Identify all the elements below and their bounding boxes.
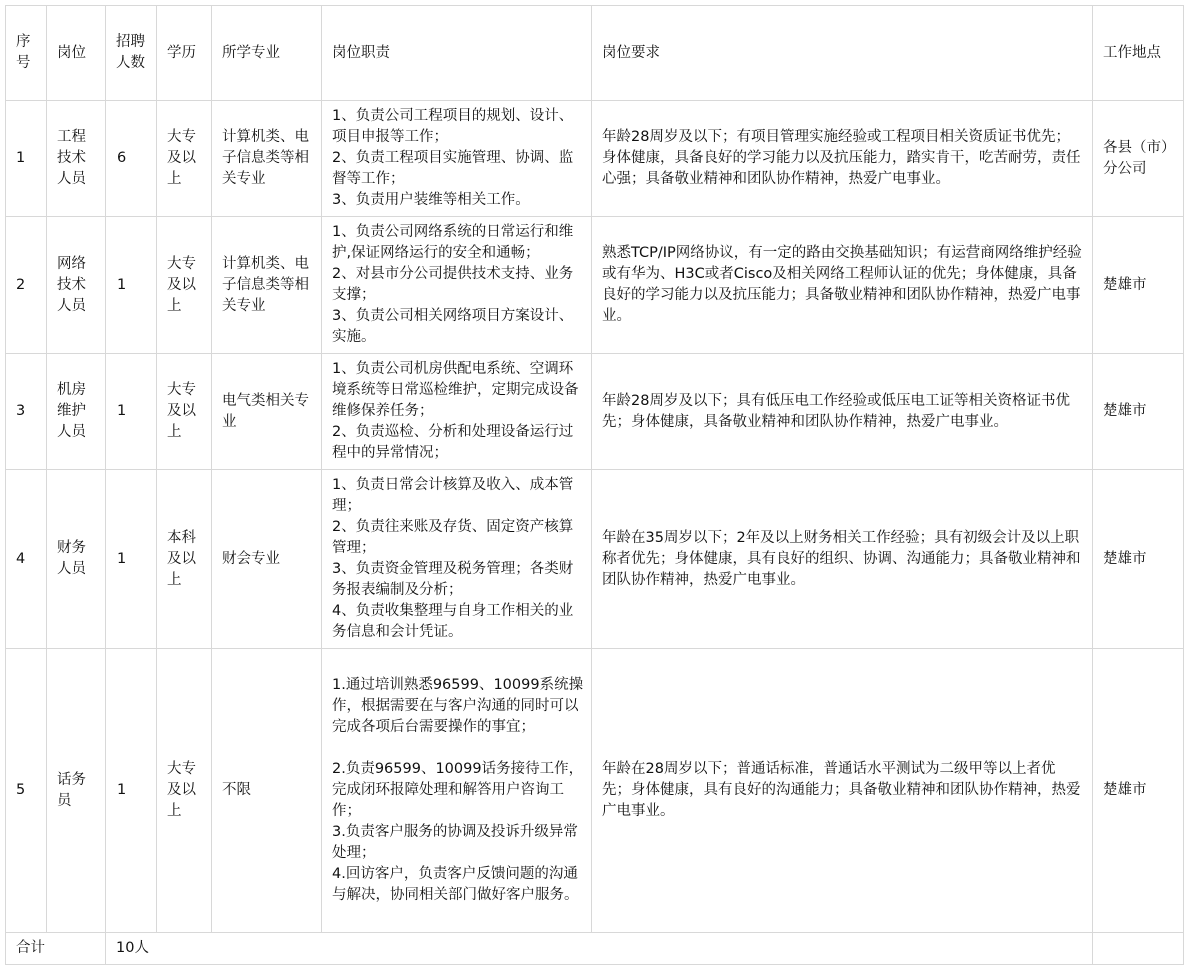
row-location: 楚雄市 bbox=[1093, 649, 1184, 933]
row-location: 楚雄市 bbox=[1093, 217, 1184, 354]
row-education: 大专及以上 bbox=[157, 217, 212, 354]
header-count: 招聘人数 bbox=[106, 6, 157, 101]
recruitment-table bbox=[5, 5, 1184, 965]
header-position: 岗位 bbox=[47, 6, 106, 101]
row-position: 网络技术人员 bbox=[47, 217, 106, 354]
row-duties: 1、负责公司工程项目的规划、设计、项目申报等工作； 2、负责工程项目实施管理、协调、监督等工作； 3、负责用户装维等相关工作。 bbox=[322, 101, 592, 217]
row-duties: 1.通过培训熟悉96599、10099系统操作，根据需要在与客户沟通的同时可以完成各项后台需要操作的事宜； 2.负责96599、10099话务接待工作，完成闭环报障处理和解答用户咨询工作； 3.负责客户服务的协调及投诉升级异常处理； 4.回访客户，负责客户反馈问题的沟通与解决，协同相关部门做好客户服务。 bbox=[322, 649, 592, 933]
total-empty-cell bbox=[1093, 933, 1184, 965]
table-row bbox=[6, 101, 1184, 217]
row-index: 3 bbox=[6, 354, 47, 470]
row-education: 大专及以上 bbox=[157, 101, 212, 217]
row-index: 4 bbox=[6, 470, 47, 649]
row-index: 5 bbox=[6, 649, 47, 933]
row-count: 1 bbox=[106, 649, 157, 933]
row-major: 财会专业 bbox=[212, 470, 322, 649]
row-education: 本科及以上 bbox=[157, 470, 212, 649]
row-requirements: 年龄在28周岁以下；普通话标准，普通话水平测试为二级甲等以上者优先；身体健康，具有良好的沟通能力；具备敬业精神和团队协作精神，热爱广电事业。 bbox=[592, 649, 1093, 933]
table-row bbox=[6, 649, 1184, 933]
row-count: 1 bbox=[106, 354, 157, 470]
row-major: 计算机类、电子信息类等相关专业 bbox=[212, 101, 322, 217]
table-total-row bbox=[6, 933, 1184, 965]
row-index: 2 bbox=[6, 217, 47, 354]
row-major: 不限 bbox=[212, 649, 322, 933]
row-index: 1 bbox=[6, 101, 47, 217]
row-requirements: 年龄在35周岁以下；2年及以上财务相关工作经验；具有初级会计及以上职称者优先；身体健康，具有良好的组织、协调、沟通能力；具备敬业精神和团队协作精神，热爱广电事业。 bbox=[592, 470, 1093, 649]
row-count: 6 bbox=[106, 101, 157, 217]
header-location: 工作地点 bbox=[1093, 6, 1184, 101]
row-duties: 1、负责日常会计核算及收入、成本管理； 2、负责往来账及存货、固定资产核算管理； 3、负责资金管理及税务管理；各类财务报表编制及分析； 4、负责收集整理与自身工作相关的业务信息和会计凭证。 bbox=[322, 470, 592, 649]
row-count: 1 bbox=[106, 470, 157, 649]
row-major: 电气类相关专业 bbox=[212, 354, 322, 470]
row-position: 工程技术人员 bbox=[47, 101, 106, 217]
row-location: 各县（市）分公司 bbox=[1093, 101, 1184, 217]
table-header-row bbox=[6, 6, 1184, 101]
row-education: 大专及以上 bbox=[157, 354, 212, 470]
row-position: 话务员 bbox=[47, 649, 106, 933]
table-row bbox=[6, 217, 1184, 354]
header-education: 学历 bbox=[157, 6, 212, 101]
row-location: 楚雄市 bbox=[1093, 354, 1184, 470]
row-duties: 1、负责公司网络系统的日常运行和维护,保证网络运行的安全和通畅； 2、对县市分公司提供技术支持、业务支撑； 3、负责公司相关网络项目方案设计、实施。 bbox=[322, 217, 592, 354]
row-location: 楚雄市 bbox=[1093, 470, 1184, 649]
total-value: 10人 bbox=[106, 933, 1093, 965]
header-duties: 岗位职责 bbox=[322, 6, 592, 101]
row-position: 机房维护人员 bbox=[47, 354, 106, 470]
total-label: 合计 bbox=[6, 933, 106, 965]
header-requirements: 岗位要求 bbox=[592, 6, 1093, 101]
row-requirements: 年龄28周岁及以下；有项目管理实施经验或工程项目相关资质证书优先；身体健康，具备良好的学习能力以及抗压能力，踏实肯干，吃苦耐劳，责任心强；具备敬业精神和团队协作精神，热爱广电事业。 bbox=[592, 101, 1093, 217]
row-requirements: 年龄28周岁及以下；具有低压电工作经验或低压电工证等相关资格证书优先；身体健康，具备敬业精神和团队协作精神，热爱广电事业。 bbox=[592, 354, 1093, 470]
table-row bbox=[6, 354, 1184, 470]
row-requirements: 熟悉TCP/IP网络协议，有一定的路由交换基础知识；有运营商网络维护经验或有华为、H3C或者Cisco及相关网络工程师认证的优先；身体健康，具备良好的学习能力以及抗压能力；具备敬业精神和团队协作精神，热爱广电事业。 bbox=[592, 217, 1093, 354]
row-education: 大专及以上 bbox=[157, 649, 212, 933]
row-major: 计算机类、电子信息类等相关专业 bbox=[212, 217, 322, 354]
row-duties: 1、负责公司机房供配电系统、空调环境系统等日常巡检维护，定期完成设备维修保养任务； 2、负责巡检、分析和处理设备运行过程中的异常情况； bbox=[322, 354, 592, 470]
table-row bbox=[6, 470, 1184, 649]
row-position: 财务人员 bbox=[47, 470, 106, 649]
header-major: 所学专业 bbox=[212, 6, 322, 101]
header-index: 序号 bbox=[6, 6, 47, 101]
row-count: 1 bbox=[106, 217, 157, 354]
